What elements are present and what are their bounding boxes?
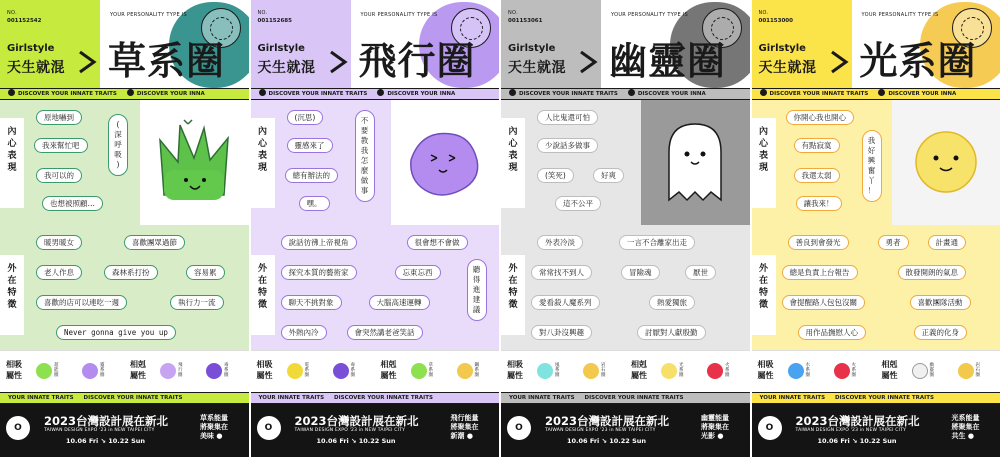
footer-subtitle: TAIWAN DESIGN EXPO '23 in NEW TAIPEI CITY: [44, 428, 155, 433]
trait-pill: 外熱內冷: [281, 325, 327, 340]
footer-date: 10.06 Fri ↘ 10.22 Sun: [567, 437, 647, 445]
sun-icon: [760, 89, 767, 96]
footer: [0, 404, 249, 457]
number-value: 001152685: [257, 18, 292, 24]
footer-title: 2023台灣設計展在新北: [294, 414, 419, 428]
repel-label: 相剋 屬性: [130, 360, 146, 380]
logo-icon: O: [257, 416, 281, 440]
header-left-panel: [251, 0, 351, 88]
trait-pill: 會提醒路人包包沒關: [782, 295, 866, 310]
affinity-icon: [537, 363, 553, 379]
affinity-row: [501, 350, 750, 392]
trait-pill: 厭世: [685, 265, 716, 280]
ribbon-text: DISCOVER YOUR INNA: [888, 91, 957, 97]
footer-tag: 幽靈能量 將聚集在 光影 ●: [701, 414, 729, 440]
inner-label: 內 心 表 現: [251, 118, 275, 208]
affinity-caption: 火 系 圈: [725, 363, 730, 378]
attract-label: 相吸 屬性: [757, 360, 774, 380]
personality-label: YOUR PERSONALITY TYPE IS: [360, 12, 438, 18]
affinity-icon: [333, 363, 349, 379]
sun-icon: [8, 89, 15, 96]
affinity-icon: [160, 363, 176, 379]
trait-pill: 用作品撫慰人心: [798, 325, 867, 340]
flight-character-icon: [391, 100, 499, 225]
type-title: 草系圈: [108, 39, 226, 83]
brand-name: Girlstyle: [257, 43, 305, 54]
sun-icon: [878, 89, 885, 96]
logo-icon: O: [758, 416, 782, 440]
footer-tag: 光系能量 將聚集在 共生 ●: [951, 414, 980, 440]
inner-label: 內 心 表 現: [752, 118, 776, 208]
ribbon-text: DISCOVER YOUR INNATE TRAITS: [584, 395, 684, 401]
attract-label: 相吸 屬性: [6, 360, 22, 380]
ribbon-text: DISCOVER YOUR INNATE TRAITS: [18, 91, 117, 97]
ribbon-top: [0, 88, 249, 100]
affinity-icon: [36, 363, 52, 379]
inner-label: 內 心 表 現: [0, 118, 24, 208]
trait-pill: 正義的化身: [914, 325, 968, 340]
sun-icon: [628, 89, 635, 96]
trait-pill: 喜歡的店可以連吃一週: [36, 295, 127, 310]
footer-date: 10.06 Fri ↘ 10.22 Sun: [817, 437, 897, 445]
number-value: 001153000: [758, 18, 793, 24]
trait-pill: 外表冷淡: [537, 235, 583, 250]
arrow-right-icon: [579, 50, 601, 74]
light-character-icon: [892, 100, 1000, 225]
trait-pill: 會突然講老爸笑話: [347, 325, 423, 340]
affinity-icon: [206, 363, 222, 379]
personality-label: YOUR PERSONALITY TYPE IS: [611, 12, 689, 18]
trait-pill: 我來幫忙吧: [34, 138, 88, 153]
trait-pill: 也想被照顧…: [42, 196, 103, 211]
trait-pill: 我可以的: [36, 168, 82, 183]
character-panel: [892, 100, 1000, 225]
sun-icon: [127, 89, 134, 96]
footer-date: 10.06 Fri ↘ 10.22 Sun: [316, 437, 396, 445]
ribbon-bottom: [501, 392, 750, 404]
ribbon-bottom: [251, 392, 500, 404]
trait-pill: 愛看殺人魔系列: [531, 295, 600, 310]
affinity-caption: 岩 石 圈: [601, 363, 606, 378]
affinity-icon: [457, 363, 473, 379]
trait-pill: 喜歡團眾過節: [124, 235, 185, 250]
type-title: 飛行圈: [358, 39, 476, 83]
footer-title: 2023台灣設計展在新北: [44, 414, 169, 428]
trait-pill: 熱愛獨旅: [649, 295, 695, 310]
brand-name: Girlstyle: [7, 43, 55, 54]
affinity-row: [752, 350, 1000, 392]
header-right-panel: [100, 0, 249, 88]
affinity-icon: [82, 363, 98, 379]
affinity-row: [0, 350, 249, 392]
ribbon-text: DISCOVER YOUR INNATE TRAITS: [769, 91, 869, 97]
affinity-caption: 岩 石 圈: [975, 363, 980, 378]
inner-section: [501, 100, 750, 225]
trait-pill: 執行力一流: [170, 295, 224, 310]
header-left-panel: [0, 0, 100, 88]
card-header: [0, 0, 249, 88]
subtitle: 天生就混: [758, 60, 817, 76]
trait-pill: 讓我來！: [796, 196, 842, 211]
header-right-panel: [351, 0, 500, 88]
card-grass: [0, 0, 249, 457]
affinity-caption: 毒 系 圈: [224, 363, 229, 378]
card-light: [752, 0, 1000, 457]
ribbon-text: DISCOVER YOUR INNATE TRAITS: [835, 395, 934, 401]
footer-title: 2023台灣設計展在新北: [795, 414, 920, 428]
number-label: NO.: [758, 10, 769, 16]
trait-pill: (笑死): [537, 168, 574, 183]
ribbon-text: DISCOVER YOUR INNA: [136, 91, 205, 97]
ribbon-text: DISCOVER YOUR INNATE TRAITS: [334, 395, 433, 401]
subtitle: 天生就混: [7, 60, 65, 76]
character-panel: [391, 100, 500, 225]
ribbon-bottom: [752, 392, 1000, 404]
trait-pill: 老人作息: [36, 265, 82, 280]
ribbon-text: YOUR INNATE TRAITS: [258, 395, 325, 401]
trait-pill: 討厭對人獻殷勤: [637, 325, 706, 340]
number-label: NO.: [7, 10, 17, 16]
sun-icon: [377, 89, 384, 96]
character-panel: [140, 100, 249, 225]
affinity-caption: 毒 系 圈: [350, 363, 355, 378]
brand-name: Girlstyle: [508, 43, 556, 54]
trait-pill: 有點寂寞: [794, 138, 840, 153]
trait-pill: 森林系打扮: [104, 265, 158, 280]
subtitle: 天生就混: [257, 60, 316, 76]
ribbon-top: [251, 88, 500, 100]
trait-pill: 大腦高速運轉: [369, 295, 430, 310]
trait-pill: Never gonna give you up: [56, 325, 176, 340]
affinity-icon: [788, 363, 804, 379]
ribbon-text: DISCOVER YOUR INNATE TRAITS: [83, 395, 183, 401]
affinity-caption: 水 系 圈: [805, 363, 810, 378]
footer-date: 10.06 Fri ↘ 10.22 Sun: [66, 437, 146, 445]
attract-label: 相吸 屬性: [256, 360, 273, 380]
footer-tag: 飛行能量 將聚集在 新潮 ●: [450, 414, 479, 440]
trait-pill-vertical: 不 要 教 我 怎 麼 做 事: [355, 110, 375, 202]
ribbon-text: DISCOVER YOUR INNA: [637, 91, 706, 97]
trait-pill: 對八卦沒興趣: [531, 325, 592, 340]
affinity-caption: 草 系 圈: [428, 363, 433, 378]
footer: [752, 404, 1000, 457]
affinity-icon: [834, 363, 850, 379]
ribbon-text: DISCOVER YOUR INNA: [387, 91, 456, 97]
affinity-icon: [958, 363, 974, 379]
trait-pill: 喜歡團隊活動: [910, 295, 971, 310]
ribbon-bottom: [0, 392, 249, 404]
trait-pill: 暖男暖女: [36, 235, 82, 250]
trait-pill: 人比鬼還可怕: [537, 110, 598, 125]
ribbon-top: [501, 88, 750, 100]
attract-label: 相吸 屬性: [507, 360, 523, 380]
trait-pill: 容易累: [186, 265, 225, 280]
trait-pill: 常常找不到人: [531, 265, 592, 280]
logo-icon: O: [507, 416, 531, 440]
trait-pill: 善良到會發光: [788, 235, 849, 250]
logo-icon: O: [6, 416, 30, 440]
header-left-panel: [752, 0, 852, 88]
trait-pill: 總是負責上台報告: [782, 265, 858, 280]
affinity-caption: 電 系 圈: [304, 363, 309, 378]
ribbon-text: DISCOVER YOUR INNATE TRAITS: [519, 91, 618, 97]
footer: [501, 404, 750, 457]
inner-section: [251, 100, 500, 225]
outer-section: [501, 225, 750, 350]
outer-section: [752, 225, 1000, 350]
inner-label: 內 心 表 現: [501, 118, 525, 208]
number-value: 001152542: [7, 18, 42, 24]
outer-label: 外 在 特 徵: [752, 255, 776, 335]
card-header: [501, 0, 750, 88]
ribbon-text: YOUR INNATE TRAITS: [8, 395, 74, 401]
personality-label: YOUR PERSONALITY TYPE IS: [110, 12, 188, 18]
footer-subtitle: TAIWAN DESIGN EXPO '23 in NEW TAIPEI CITY: [545, 428, 656, 433]
trait-pill: (沉思): [287, 110, 324, 125]
card-flight: [251, 0, 500, 457]
card-ghost: [501, 0, 750, 457]
trait-pill: 少說話多做事: [537, 138, 598, 153]
sun-icon: [259, 89, 266, 96]
trait-pill: 探究本質的藝術家: [281, 265, 357, 280]
trait-pill-vertical: ( 深 呼 吸 ): [108, 114, 128, 176]
ribbon-text: YOUR INNATE TRAITS: [509, 395, 575, 401]
footer-tag: 草系能量 將聚集在 美味 ●: [200, 414, 228, 440]
sun-icon: [509, 89, 516, 96]
trait-pill: 我還太弱: [794, 168, 840, 183]
number-label: NO.: [257, 10, 268, 16]
inner-section: [0, 100, 249, 225]
header-right-panel: [852, 0, 1000, 88]
number-value: 001153061: [508, 18, 543, 24]
affinity-icon: [912, 363, 928, 379]
type-title: 幽靈圈: [609, 39, 727, 83]
trait-pill: 勇者: [878, 235, 909, 250]
arrow-right-icon: [329, 50, 351, 74]
affinity-caption: 風 系 圈: [555, 363, 560, 378]
ribbon-text: YOUR INNATE TRAITS: [759, 395, 826, 401]
outer-label: 外 在 特 徵: [251, 255, 275, 335]
affinity-caption: 幽 靈 圈: [929, 363, 934, 378]
trait-pill: 靈感來了: [287, 138, 333, 153]
affinity-caption: 光 系 圈: [679, 363, 684, 378]
trait-pill: 很會想不會做: [407, 235, 468, 250]
footer-subtitle: TAIWAN DESIGN EXPO '23 in NEW TAIPEI CITY: [795, 428, 907, 433]
trait-pill: 好爽: [593, 168, 624, 183]
trait-pill: 你開心我也開心: [786, 110, 855, 125]
affinity-caption: 飛 行 圈: [178, 363, 183, 378]
brand-name: Girlstyle: [758, 43, 806, 54]
type-title: 光系圈: [859, 39, 977, 83]
header-right-panel: [601, 0, 750, 88]
arrow-right-icon: [830, 50, 852, 74]
footer-title: 2023台灣設計展在新北: [545, 414, 670, 428]
affinity-icon: [661, 363, 677, 379]
affinity-icon: [707, 363, 723, 379]
character-panel: [641, 100, 750, 225]
repel-label: 相剋 屬性: [631, 360, 647, 380]
affinity-caption: 超 能 圈: [54, 363, 59, 378]
trait-pill-vertical: 聽 得 進 建 議: [467, 259, 487, 321]
trait-pill: 總有辦法的: [285, 168, 339, 183]
trait-pill: 一言不合離家出走: [619, 235, 695, 250]
affinity-caption: 靈 系 圈: [100, 363, 105, 378]
repel-label: 相剋 屬性: [380, 360, 397, 380]
personality-label: YOUR PERSONALITY TYPE IS: [861, 12, 939, 18]
card-header: [251, 0, 500, 88]
trait-pill: 散發開朗的氣息: [898, 265, 967, 280]
card-header: [752, 0, 1000, 88]
trait-pill: 說話彷彿上帝視角: [281, 235, 357, 250]
affinity-caption: 鋼 系 圈: [474, 363, 479, 378]
arrow-right-icon: [78, 50, 100, 74]
trait-pill: 冒險魂: [621, 265, 660, 280]
ghost-character-icon: [641, 100, 749, 225]
trait-pill: 這不公平: [555, 196, 601, 211]
outer-label: 外 在 特 徵: [501, 255, 525, 335]
ribbon-top: [752, 88, 1000, 100]
header-left-panel: [501, 0, 601, 88]
trait-pill: 忘東忘西: [395, 265, 441, 280]
trait-pill: 計畫通: [928, 235, 967, 250]
affinity-row: [251, 350, 500, 392]
ribbon-text: DISCOVER YOUR INNATE TRAITS: [268, 91, 368, 97]
trait-pill: 嘿。: [299, 196, 330, 211]
affinity-icon: [583, 363, 599, 379]
affinity-icon: [411, 363, 427, 379]
outer-section: [251, 225, 500, 350]
outer-label: 外 在 特 徵: [0, 255, 24, 335]
trait-pill: 聊天不挑對象: [281, 295, 342, 310]
number-label: NO.: [508, 10, 518, 16]
inner-section: [752, 100, 1000, 225]
grass-character-icon: [140, 100, 248, 225]
affinity-caption: 火 系 圈: [851, 363, 856, 378]
affinity-icon: [287, 363, 303, 379]
trait-pill-vertical: 我 好 興 奮 丫 ！: [862, 130, 882, 202]
footer: [251, 404, 500, 457]
trait-pill: 原地嚇到: [36, 110, 82, 125]
repel-label: 相剋 屬性: [881, 360, 898, 380]
subtitle: 天生就混: [508, 60, 566, 76]
outer-section: [0, 225, 249, 350]
footer-subtitle: TAIWAN DESIGN EXPO '23 in NEW TAIPEI CITY: [294, 428, 406, 433]
